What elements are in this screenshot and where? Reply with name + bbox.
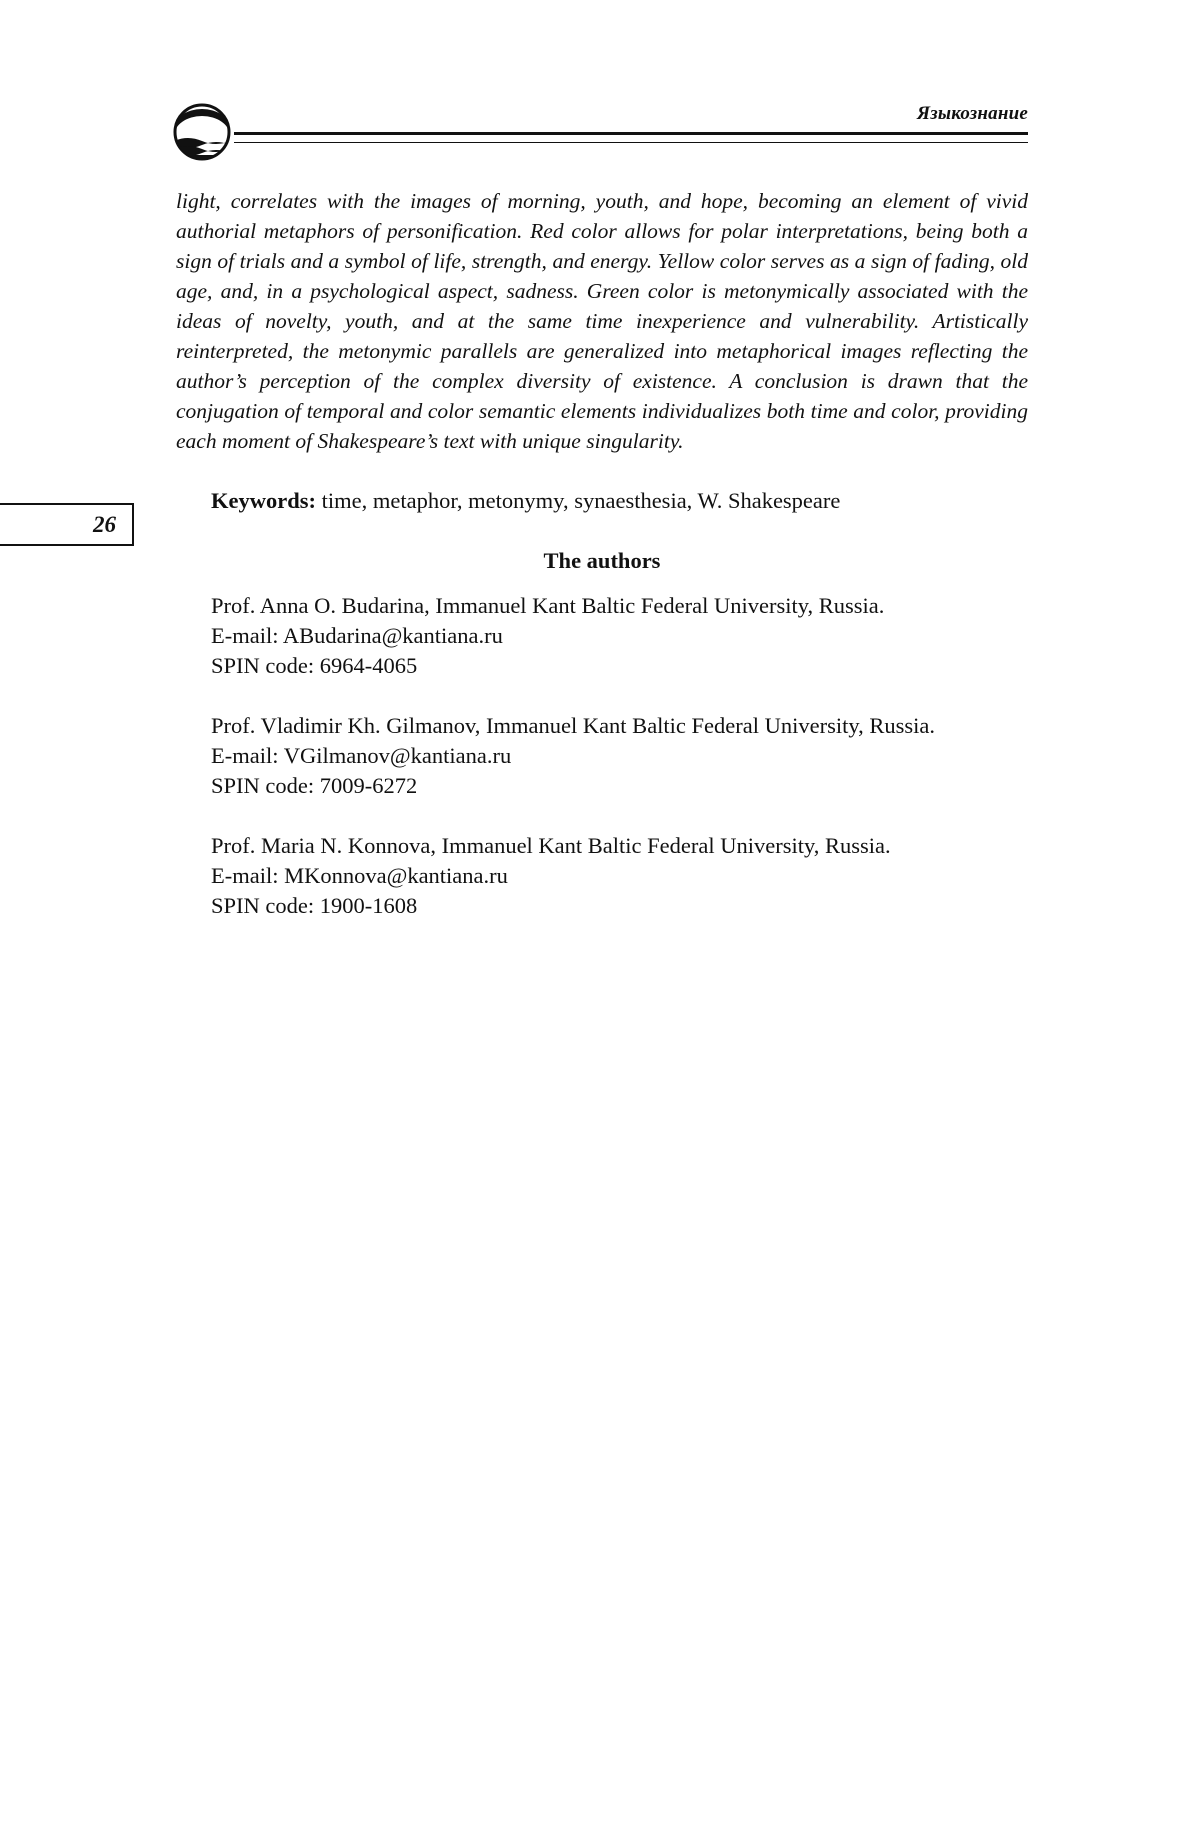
keywords-text: time, metaphor, metonymy, synaesthesia, W. Shakespeare bbox=[316, 488, 841, 513]
author-email-line: E-mail: MKonnova@kantiana.ru bbox=[211, 863, 508, 888]
page-number-box bbox=[0, 503, 134, 546]
author-entry bbox=[211, 711, 1028, 801]
author-name-line: Prof. Anna O. Budarina, Immanuel Kant Baltic Federal University, Russia. bbox=[211, 593, 885, 618]
author-spin-line: SPIN code: 7009-6272 bbox=[211, 773, 418, 798]
abstract-text: light, correlates with the images of morning, youth, and hope, becoming an element of vivid authorial metaphors of personification. Red color allows for polar interpretations, being both a sign of trials and a symbol of life, strength, and energy. Yellow color serves as a sign of fading, old age, and, in a psychological aspect, sadness. Green color is metonymically associated with the ideas of novelty, youth, and at the same time inexperience and vulnerability. Artistically reinterpreted, the metonymic parallels are generalized into metaphorical images reflecting the author’s perception of the complex diversity of existence. A conclusion is drawn that the conjugation of temporal and color semantic elements individualizes both time and color, providing each moment of Shakespeare’s text with unique singularity. bbox=[176, 189, 1028, 453]
authors-list bbox=[211, 591, 1028, 951]
author-spin-line: SPIN code: 6964-4065 bbox=[211, 653, 418, 678]
author-email-line: E-mail: ABudarina@kantiana.ru bbox=[211, 623, 503, 648]
authors-heading: The authors bbox=[543, 548, 661, 573]
author-entry bbox=[211, 831, 1028, 921]
author-name-line: Prof. Maria N. Konnova, Immanuel Kant Baltic Federal University, Russia. bbox=[211, 833, 891, 858]
author-entry bbox=[211, 591, 1028, 681]
author-name-line: Prof. Vladimir Kh. Gilmanov, Immanuel Kant Baltic Federal University, Russia. bbox=[211, 713, 936, 738]
header-double-rule bbox=[234, 132, 1028, 143]
author-spin-line: SPIN code: 1900-1608 bbox=[211, 893, 418, 918]
author-email-line: E-mail: VGilmanov@kantiana.ru bbox=[211, 743, 512, 768]
page-number: 26 bbox=[93, 512, 116, 537]
keywords bbox=[211, 486, 1028, 516]
page-header bbox=[172, 96, 1028, 166]
journal-logo-icon bbox=[172, 102, 238, 162]
keywords-label: Keywords: bbox=[211, 488, 316, 513]
running-title: Языкознание bbox=[916, 103, 1028, 124]
